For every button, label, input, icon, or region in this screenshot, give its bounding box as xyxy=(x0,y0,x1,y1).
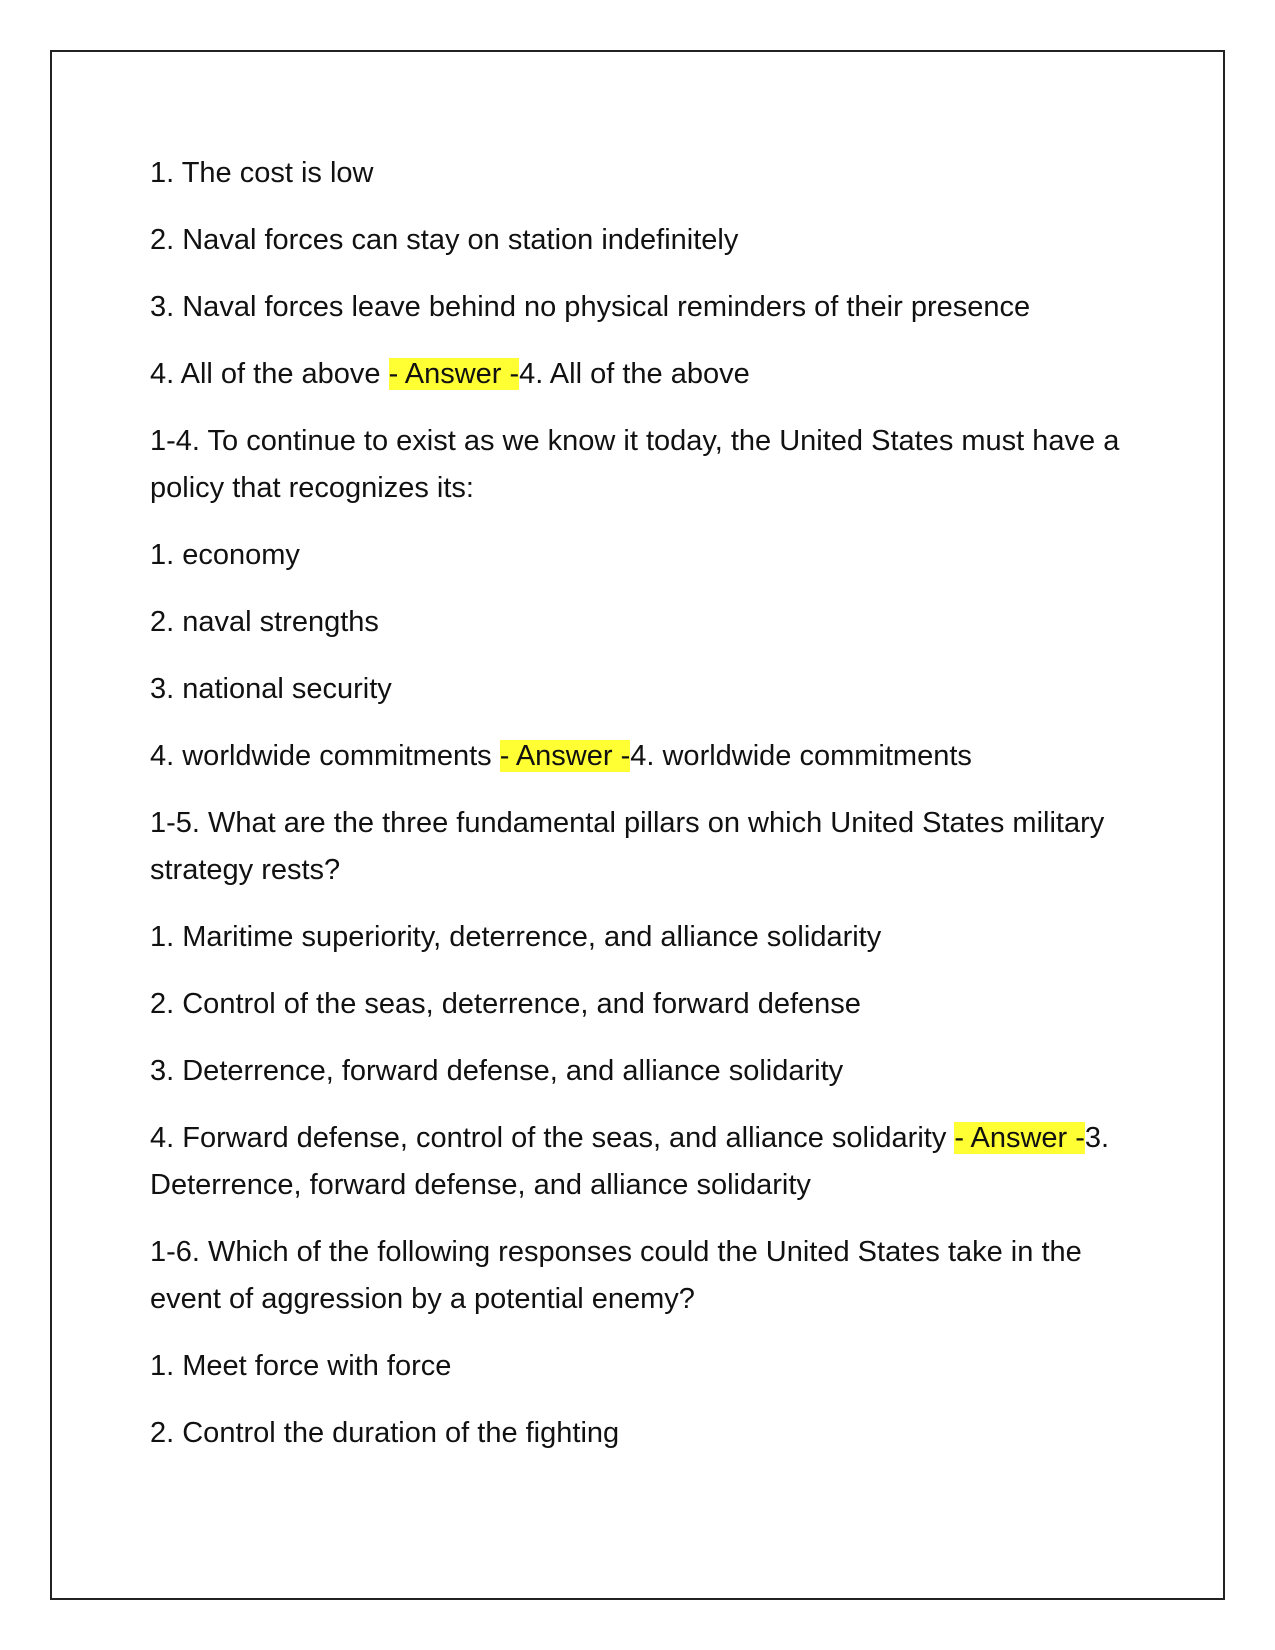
option-line xyxy=(150,1343,1130,1390)
option-line xyxy=(150,284,1130,331)
question-text: 1-6. Which of the following responses could the United States take in the event of aggression by a potential enemy? xyxy=(150,1236,1082,1315)
option-line xyxy=(150,217,1130,264)
answer-highlight: - Answer - xyxy=(499,740,631,772)
document-body xyxy=(150,150,1130,1477)
answer-highlight: - Answer - xyxy=(954,1122,1085,1154)
answer-line xyxy=(150,351,1130,398)
answer-text: 3. Deterrence, forward defense, and alliance solidarity xyxy=(150,1122,1110,1201)
answer-text: 4. worldwide commitments xyxy=(630,740,972,772)
line-text: 2. Naval forces can stay on station indefinitely xyxy=(150,224,739,256)
answer-line xyxy=(150,733,1130,780)
option-line xyxy=(150,914,1130,961)
question-line xyxy=(150,418,1130,512)
line-text: 3. Deterrence, forward defense, and alliance solidarity xyxy=(150,1055,844,1087)
option-line xyxy=(150,599,1130,646)
line-text: 2. naval strengths xyxy=(150,606,379,638)
line-text: 2. Control of the seas, deterrence, and forward defense xyxy=(150,988,861,1020)
line-text: 2. Control the duration of the fighting xyxy=(150,1417,620,1449)
option-line xyxy=(150,1410,1130,1457)
line-text: 4. worldwide commitments xyxy=(150,740,500,772)
option-line xyxy=(150,150,1130,197)
answer-text: 4. All of the above xyxy=(519,358,750,390)
option-line xyxy=(150,1048,1130,1095)
option-line xyxy=(150,532,1130,579)
question-text: 1-5. What are the three fundamental pillars on which United States military strategy rests? xyxy=(150,807,1105,886)
line-text: 4. All of the above xyxy=(150,358,389,390)
answer-highlight: - Answer - xyxy=(388,358,520,390)
line-text: 3. national security xyxy=(150,673,392,705)
line-text: 3. Naval forces leave behind no physical reminders of their presence xyxy=(150,291,1031,323)
question-line xyxy=(150,1229,1130,1323)
line-text: 4. Forward defense, control of the seas, and alliance solidarity xyxy=(150,1122,955,1154)
line-text: 1. Meet force with force xyxy=(150,1350,452,1382)
question-text: 1-4. To continue to exist as we know it today, the United States must have a policy that recognizes its: xyxy=(150,425,1120,504)
line-text: 1. The cost is low xyxy=(150,157,374,189)
line-text: 1. Maritime superiority, deterrence, and alliance solidarity xyxy=(150,921,882,953)
answer-line xyxy=(150,1115,1130,1209)
option-line xyxy=(150,981,1130,1028)
option-line xyxy=(150,666,1130,713)
question-line xyxy=(150,800,1130,894)
line-text: 1. economy xyxy=(150,539,300,571)
